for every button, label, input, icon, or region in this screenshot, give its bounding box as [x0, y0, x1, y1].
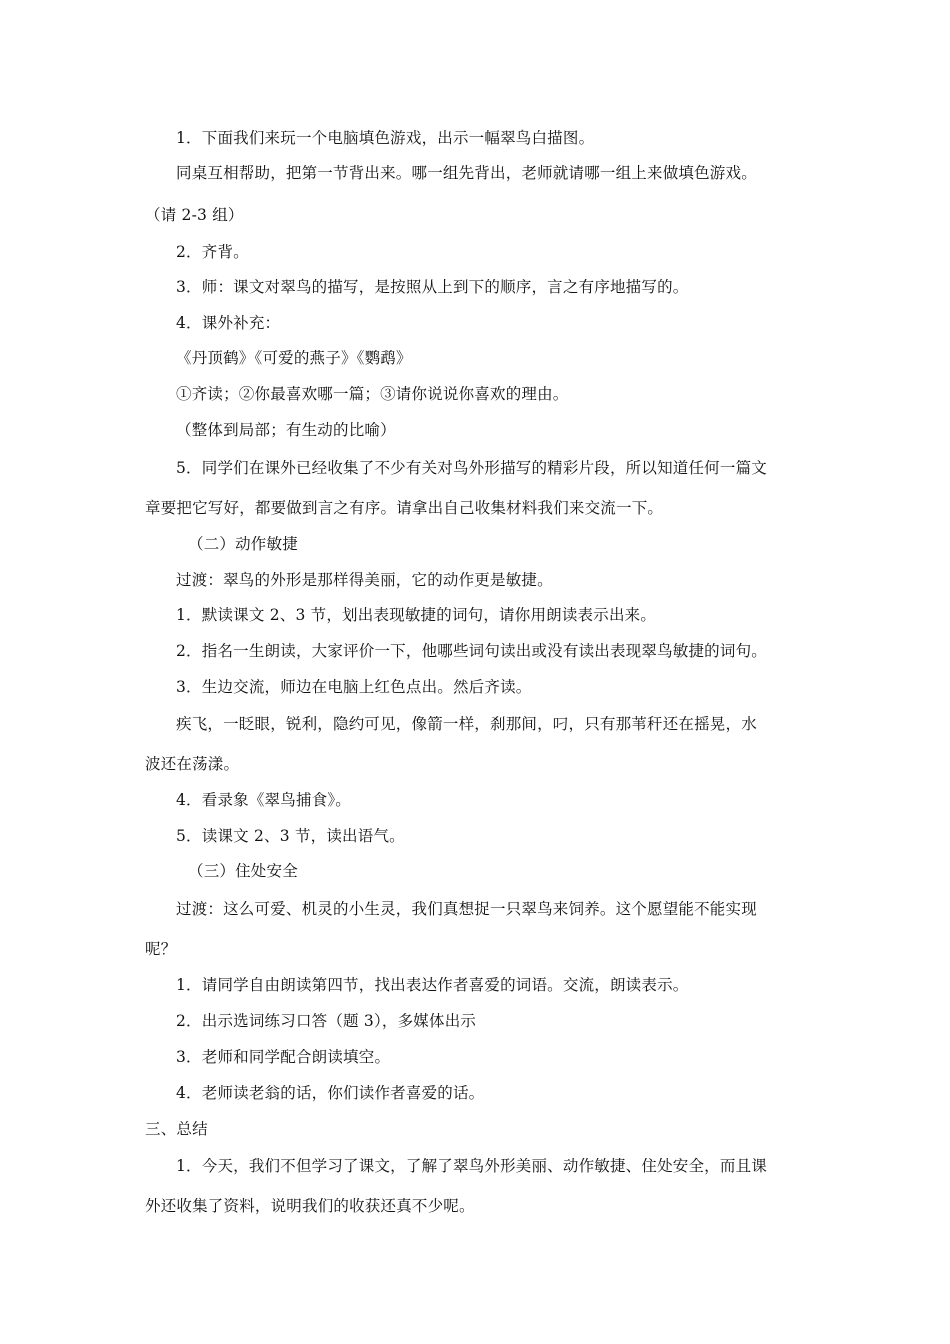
paragraph-line: 5．同学们在课外已经收集了不少有关对鸟外形描写的精彩片段，所以知道任何一篇文 [176, 459, 767, 477]
paragraph-line: 过渡：翠鸟的外形是那样得美丽，它的动作更是敏捷。 [176, 571, 553, 589]
paragraph-line: 2．指名一生朗读，大家评价一下，他哪些词句读出或没有读出表现翠鸟敏捷的词句。 [176, 642, 767, 660]
paragraph-line: 1．默读课文 2、3 节，划出表现敏捷的词句，请你用朗读表示出来。 [176, 606, 657, 624]
paragraph-line: 疾飞，一眨眼，锐利，隐约可见，像箭一样，刹那间，叼，只有那苇秆还在摇晃，水 [176, 715, 757, 733]
paragraph-line: 波还在荡漾。 [145, 755, 240, 773]
paragraph-line: 呢？ [145, 940, 177, 958]
paragraph-line: （请 2-3 组） [145, 206, 244, 224]
paragraph-line: 1．今天，我们不但学习了课文，了解了翠鸟外形美丽、动作敏捷、住处安全，而且课 [176, 1157, 767, 1175]
section-heading: 三、总结 [145, 1120, 208, 1138]
section-heading: （三）住处安全 [188, 862, 298, 880]
paragraph-line: 2．出示选词练习口答（题 3），多媒体出示 [176, 1012, 477, 1030]
paragraph-line: 1．下面我们来玩一个电脑填色游戏，出示一幅翠鸟白描图。 [176, 129, 595, 147]
section-heading: （二）动作敏捷 [188, 535, 298, 553]
paragraph-line: 5．读课文 2、3 节，读出语气。 [176, 827, 405, 845]
paragraph-line: 4．老师读老翁的话，你们读作者喜爱的话。 [176, 1084, 485, 1102]
paragraph-line: ①齐读；②你最喜欢哪一篇；③请你说说你喜欢的理由。 [176, 385, 569, 403]
paragraph-line: 《丹顶鹤》《可爱的燕子》《鹦鹉》 [176, 349, 412, 367]
paragraph-line: （整体到局部；有生动的比喻） [176, 421, 396, 439]
paragraph-line: 2．齐背。 [176, 243, 249, 261]
paragraph-line: 3．老师和同学配合朗读填空。 [176, 1048, 391, 1066]
paragraph-line: 3．师：课文对翠鸟的描写，是按照从上到下的顺序，言之有序地描写的。 [176, 278, 689, 296]
paragraph-line: 章要把它写好，都要做到言之有序。请拿出自己收集材料我们来交流一下。 [145, 499, 664, 517]
paragraph-line: 4．课外补充： [176, 314, 281, 332]
paragraph-line: 3．生边交流，师边在电脑上红色点出。然后齐读。 [176, 678, 532, 696]
paragraph-line: 外还收集了资料，说明我们的收获还真不少呢。 [145, 1197, 475, 1215]
paragraph-line: 4．看录象《翠鸟捕食》。 [176, 791, 352, 809]
paragraph-line: 过渡：这么可爱、机灵的小生灵，我们真想捉一只翠鸟来饲养。这个愿望能不能实现 [176, 900, 757, 918]
paragraph-line: 同桌互相帮助，把第一节背出来。哪一组先背出，老师就请哪一组上来做填色游戏。 [176, 164, 757, 182]
paragraph-line: 1．请同学自由朗读第四节，找出表达作者喜爱的词语。交流，朗读表示。 [176, 976, 689, 994]
